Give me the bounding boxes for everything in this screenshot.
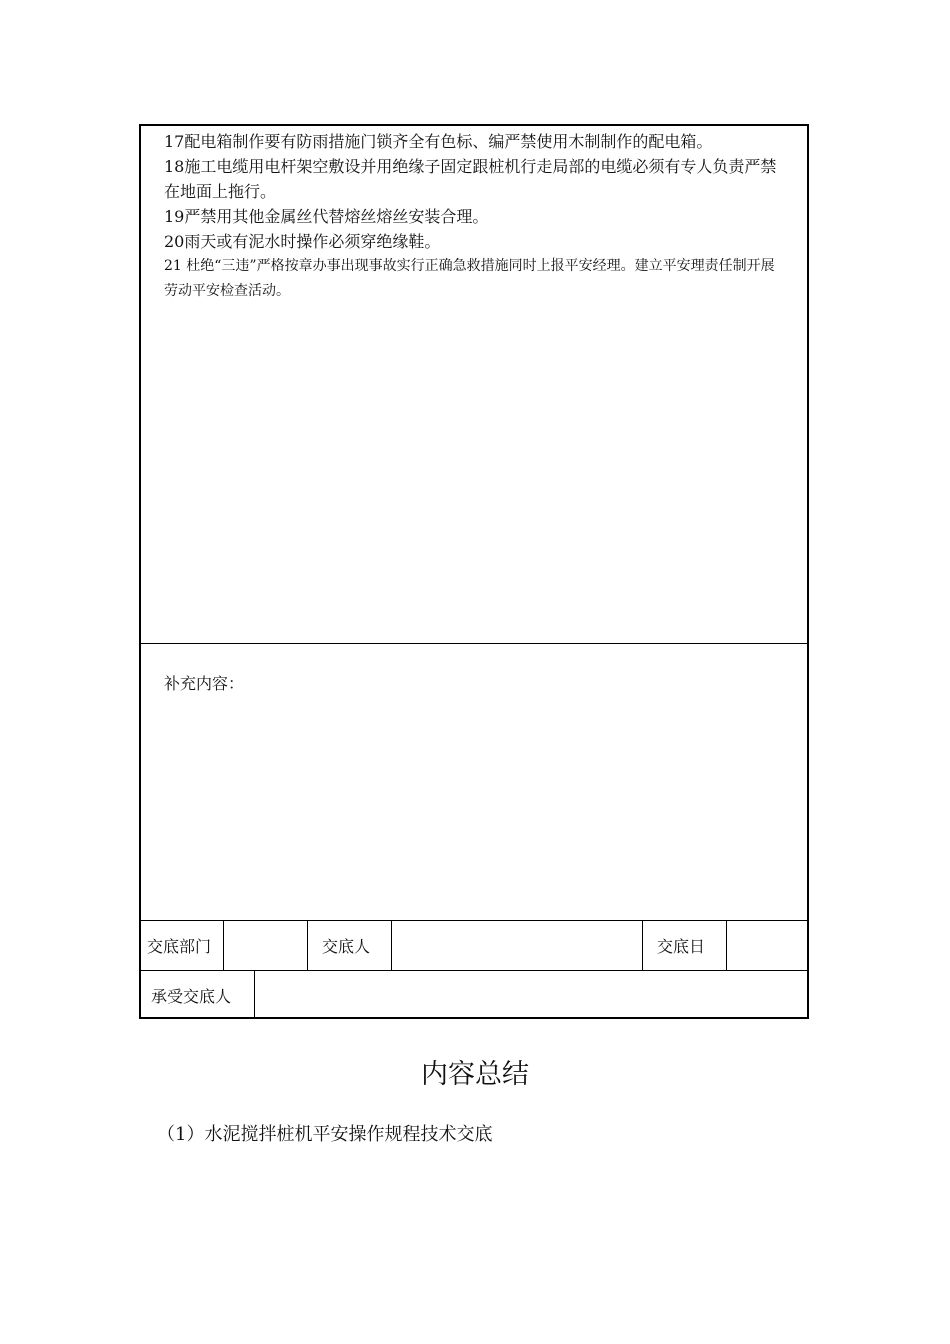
date-label: 交底日 xyxy=(643,921,727,970)
person-field[interactable] xyxy=(392,921,643,970)
clause-19: 19严禁用其他金属丝代替熔丝熔丝安装合理。 xyxy=(164,207,489,226)
clause-18: 18施工电缆用电杆架空敷设并用绝缘子固定跟桩机行走局部的电缆必须有专人负责严禁在地面上拖行。 xyxy=(164,157,777,201)
clause-20: 20雨天或有泥水时操作必须穿绝缘鞋。 xyxy=(164,232,441,251)
supplement-section[interactable] xyxy=(141,644,807,921)
clause-21: 21 杜绝“三违”严格按章办事出现事故实行正确急救措施同时上报平安经理。建立平安理责任制开展劳动平安检查活动。 xyxy=(164,258,775,299)
receiver-label: 承受交底人 xyxy=(141,971,255,1019)
summary-item: （1）水泥搅拌桩机平安操作规程技术交底 xyxy=(157,1124,493,1145)
supplement-label: 补充内容： xyxy=(164,674,245,693)
date-field[interactable] xyxy=(727,921,807,970)
receiver-field[interactable] xyxy=(255,971,807,1019)
dept-label: 交底部门 xyxy=(141,921,224,970)
disclosure-form xyxy=(139,124,809,1019)
clauses-section xyxy=(141,126,807,644)
person-label: 交底人 xyxy=(308,921,392,970)
dept-field[interactable] xyxy=(224,921,308,970)
summary-title: 内容总结 xyxy=(421,1059,529,1090)
signoff-row xyxy=(141,921,807,971)
clause-17: 17配电箱制作要有防雨措施门锁齐全有色标、编严禁使用木制制作的配电箱。 xyxy=(164,132,713,151)
receiver-row xyxy=(141,971,807,1019)
